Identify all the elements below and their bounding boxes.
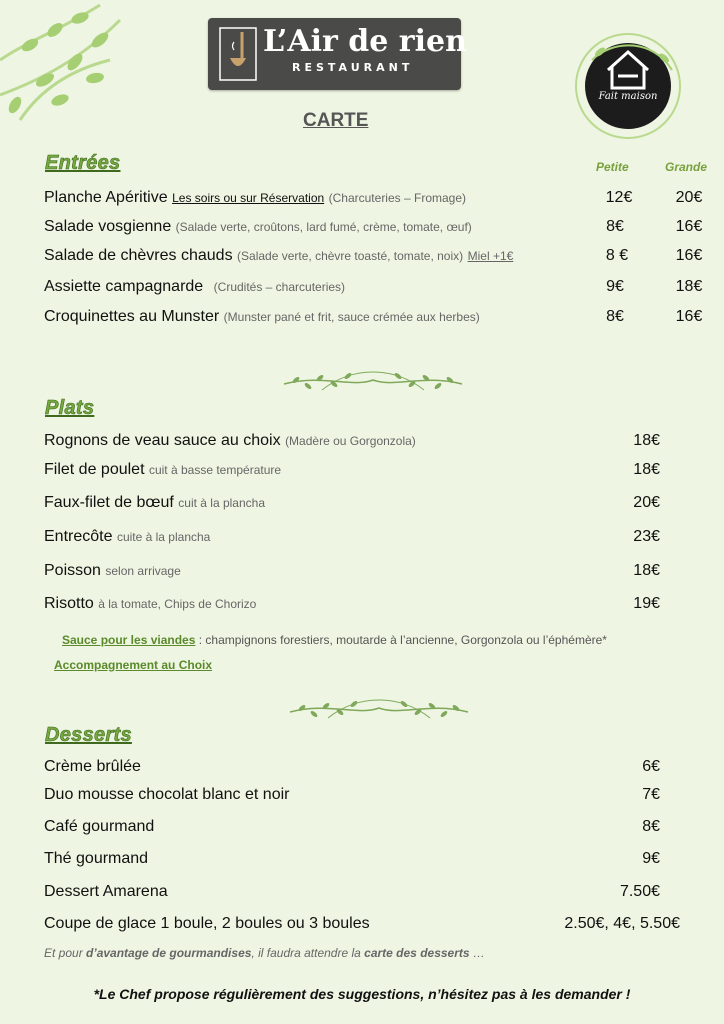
item-name: Duo mousse chocolat blanc et noir: [44, 786, 290, 803]
item-name: Croquinettes au Munster: [44, 308, 220, 325]
item-price: 18€: [633, 461, 660, 478]
item-price: 9€: [642, 850, 660, 867]
price-large: 20€: [675, 189, 703, 206]
section-title-desserts: Desserts: [45, 724, 132, 746]
menu-item: [44, 247, 703, 271]
menu-item: [44, 786, 684, 810]
price-large: 16€: [675, 218, 703, 235]
item-name: Filet de poulet: [44, 461, 145, 478]
price-large: 16€: [675, 247, 703, 264]
price-small: 8€: [606, 218, 624, 235]
page-title: CARTE: [303, 110, 369, 131]
item-description: (Munster pané et frit, sauce crémée aux herbes): [223, 310, 480, 324]
menu-item: [44, 461, 684, 485]
accompaniment-label: Accompagnement au Choix: [54, 658, 213, 672]
item-price: 7.50€: [619, 883, 660, 900]
item-name: Planche Apéritive: [44, 189, 168, 206]
ladle-icon: [218, 26, 258, 82]
item-description: (Salade verte, chèvre toasté, tomate, noix): [237, 249, 464, 263]
item-description: (Crudités – charcuteries): [213, 280, 346, 294]
item-price: 18€: [633, 432, 660, 449]
menu-item: [44, 189, 703, 213]
price-small: 8€: [606, 308, 624, 325]
menu-item: [44, 218, 703, 242]
section-title-plats: Plats: [45, 397, 95, 419]
chef-note: *Le Chef propose régulièrement des suggestions, n’hésitez pas à les demander !: [93, 986, 631, 1002]
item-description: (Salade verte, croûtons, lard fumé, crème, tomate, œuf): [175, 220, 472, 234]
item-price: 7€: [642, 786, 660, 803]
price-large: 18€: [675, 278, 703, 295]
sauce-note: [62, 633, 607, 647]
menu-item: [44, 883, 684, 907]
item-description: (Charcuteries – Fromage): [328, 191, 467, 205]
item-name: Faux-filet de bœuf: [44, 494, 174, 511]
price-small: 9€: [606, 278, 624, 295]
item-price: 8€: [642, 818, 660, 835]
item-price: 6€: [642, 758, 660, 775]
logo-name: L’Air de rien: [263, 24, 467, 59]
menu-item: [44, 494, 684, 518]
column-header-petite: Petite: [596, 160, 629, 174]
menu-item: [44, 595, 684, 619]
item-name: Coupe de glace 1 boule, 2 boules ou 3 boules: [44, 915, 370, 932]
menu-item: [44, 915, 684, 939]
fait-maison-badge: [572, 30, 684, 142]
item-name: Entrecôte: [44, 528, 113, 545]
badge-text: Fait maison: [598, 91, 658, 102]
item-price: 23€: [633, 528, 660, 545]
menu-item: [44, 278, 703, 302]
item-note: Miel +1€: [467, 249, 514, 263]
item-note: Les soirs ou sur Réservation: [172, 191, 325, 205]
menu-item: [44, 308, 703, 332]
item-name: Risotto: [44, 595, 94, 612]
item-name: Rognons de veau sauce au choix: [44, 432, 281, 449]
desserts-note: [44, 946, 485, 960]
desserts-note-part: …: [469, 946, 485, 960]
price-large: 16€: [675, 308, 703, 325]
item-name: Dessert Amarena: [44, 883, 168, 900]
section-title-entrees: Entrées: [45, 152, 121, 174]
menu-item: [44, 528, 684, 552]
menu-item: [44, 818, 684, 842]
menu-item: [44, 758, 684, 782]
sauce-label: Sauce pour les viandes: [62, 633, 196, 647]
item-description: cuite à la plancha: [116, 530, 211, 544]
logo-subtitle: RESTAURANT: [292, 61, 414, 74]
item-description: (Madère ou Gorgonzola): [285, 434, 416, 448]
item-name: Poisson: [44, 562, 101, 579]
item-price: 19€: [633, 595, 660, 612]
item-name: Salade vosgienne: [44, 218, 172, 235]
item-name: Café gourmand: [44, 818, 155, 835]
price-small: 12€: [605, 189, 633, 206]
leaf-divider: [288, 694, 470, 726]
item-price: 20€: [633, 494, 660, 511]
price-small: 8 €: [605, 247, 629, 264]
item-description: selon arrivage: [105, 564, 181, 578]
item-name: Thé gourmand: [44, 850, 149, 867]
item-name: Salade de chèvres chauds: [44, 247, 233, 264]
column-header-grande: Grande: [665, 160, 708, 174]
item-name: Assiette campagnarde: [44, 278, 204, 295]
desserts-note-part: Et pour: [44, 946, 87, 960]
desserts-note-part: , il faudra attendre la: [251, 946, 365, 960]
leaf-divider: [282, 366, 464, 398]
sauce-text: : champignons forestiers, moutarde à l’ancienne, Gorgonzola ou l’éphémère*: [195, 633, 607, 647]
item-description: cuit à la plancha: [178, 496, 266, 510]
desserts-note-part: d’avantage de gourmandises: [86, 946, 252, 960]
item-price: 2.50€, 4€, 5.50€: [564, 915, 680, 932]
item-price: 18€: [633, 562, 660, 579]
menu-item: [44, 850, 684, 874]
restaurant-logo: [208, 18, 467, 90]
menu-item: [44, 432, 684, 456]
vine-decoration: [0, 0, 140, 125]
item-description: cuit à basse température: [148, 463, 282, 477]
item-description: à la tomate, Chips de Chorizo: [98, 597, 257, 611]
menu-item: [44, 562, 684, 586]
accompaniment-note: [54, 658, 212, 672]
item-name: Crème brûlée: [44, 758, 141, 775]
desserts-note-part: carte des desserts: [364, 946, 470, 960]
